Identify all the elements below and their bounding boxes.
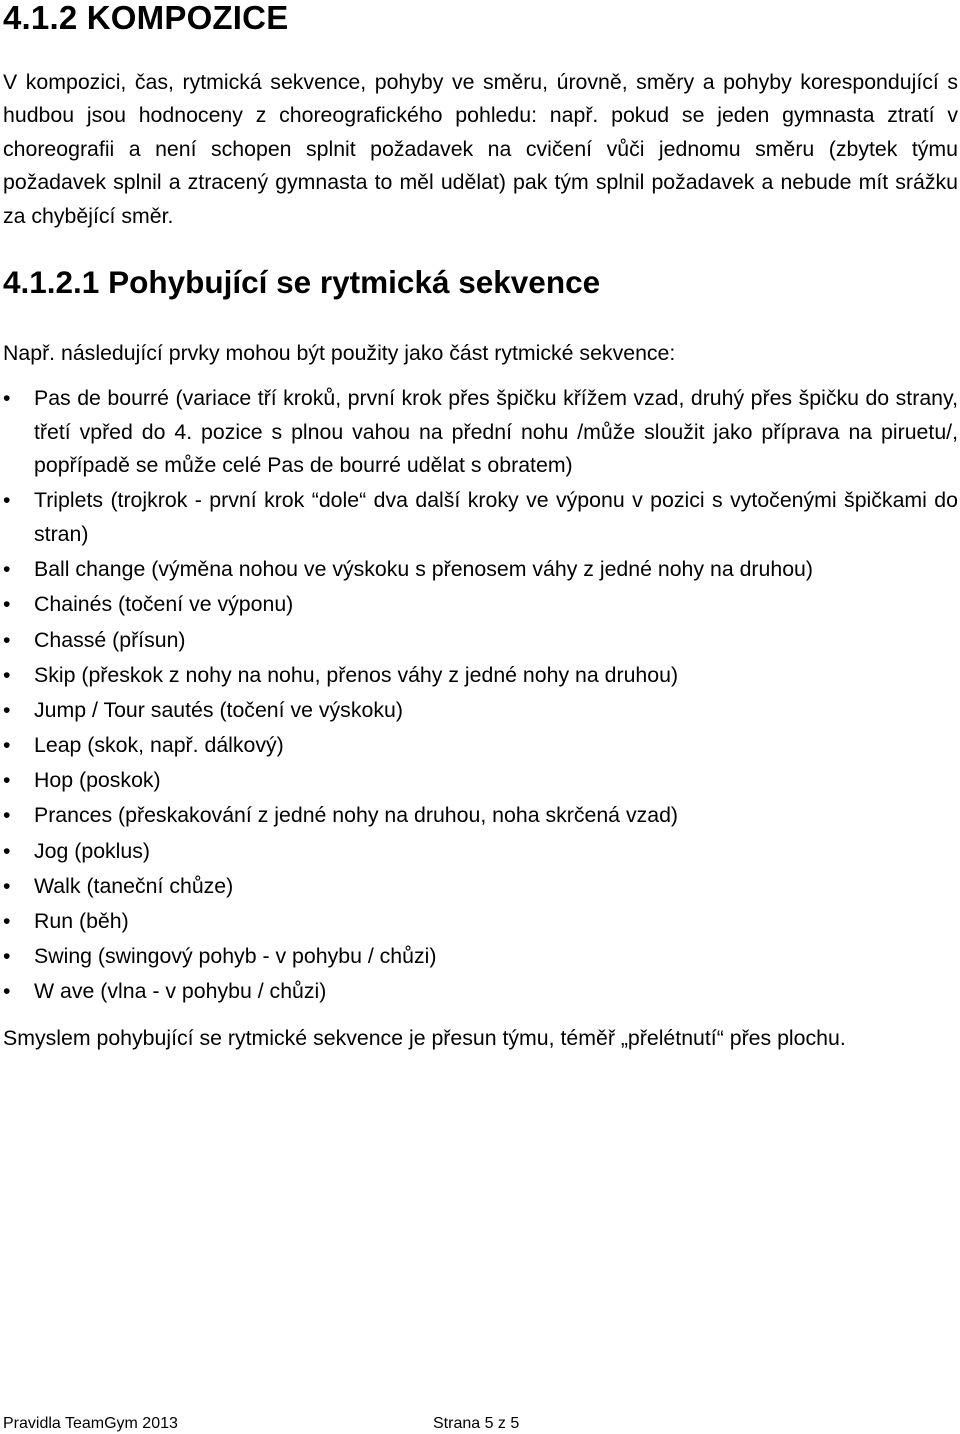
footer-page-number: Strana 5 z 5: [433, 1415, 520, 1432]
list-item: [0, 659, 958, 693]
bullet-icon: •: [3, 979, 11, 1004]
bullet-icon: •: [3, 386, 11, 410]
list-item-text: Walk (taneční chůze): [34, 873, 234, 898]
bullet-icon: •: [3, 697, 11, 722]
movement-list: [0, 382, 958, 1011]
footer-document-title: Pravidla TeamGym 2013: [3, 1415, 178, 1432]
bullet-icon: •: [3, 944, 11, 969]
list-item: [0, 799, 958, 833]
bullet-icon: •: [3, 838, 11, 863]
section-heading: 4.1.2 KOMPOZICE: [3, 0, 289, 36]
list-item: [0, 764, 958, 798]
subsection-heading: 4.1.2.1 Pohybující se rytmická sekvence: [3, 264, 601, 300]
list-item-text: Jog (poklus): [34, 838, 150, 863]
footer-divider: [0, 1410, 287, 1411]
list-item: [0, 835, 958, 869]
list-item: [0, 729, 958, 763]
list-item-text: Ball change (výměna nohou ve výskoku s přenosem váhy z jedné nohy na druhou): [34, 557, 813, 582]
list-item: [0, 588, 958, 622]
bullet-icon: •: [3, 557, 11, 582]
list-item: [0, 870, 958, 904]
list-item: [0, 624, 958, 658]
bullet-icon: •: [3, 627, 11, 652]
list-item: [0, 484, 958, 551]
list-item-text: Triplets (trojkrok - první krok “dole“ dva další kroky ve výponu v pozici s vytočenými špičkami do stran): [34, 488, 958, 546]
list-item-text: Chainés (točení ve výponu): [34, 592, 294, 617]
list-item-text: Swing (swingový pohyb - v pohybu / chůzi): [34, 944, 437, 969]
list-item: [0, 553, 958, 587]
bullet-icon: •: [3, 768, 11, 793]
list-item-text: Run (běh): [34, 909, 129, 934]
list-item-text: W ave (vlna - v pohybu / chůzi): [34, 979, 327, 1004]
list-item: [0, 940, 958, 974]
lead-paragraph: Např. následující prvky mohou být použity jako část rytmické sekvence:: [3, 341, 676, 365]
bullet-icon: •: [3, 662, 11, 687]
list-item-text: Pas de bourré (variace tří kroků, první krok přes špičku křížem vzad, druhý přes špičku do strany, třetí vpřed do 4. pozice s plnou vahou na přední nohu /může sloužit jako příprava na piruetu/, popřípadě se může celé Pas de bourré udělat s obratem): [34, 386, 958, 478]
closing-paragraph: Smyslem pohybující se rytmické sekvence je přesun týmu, téměř „přelétnutí“ přes plochu.: [3, 1026, 846, 1050]
bullet-icon: •: [3, 592, 11, 617]
list-item-text: Jump / Tour sautés (točení ve výskoku): [34, 697, 403, 722]
list-item-text: Prances (přeskakování z jedné nohy na druhou, noha skrčená vzad): [34, 803, 679, 828]
bullet-icon: •: [3, 803, 11, 828]
bullet-icon: •: [3, 488, 11, 513]
intro-paragraph: V kompozici, čas, rytmická sekvence, pohyby ve směru, úrovně, směry a pohyby korespondující s hudbou jsou hodnoceny z choreografického pohledu: např. pokud se jeden gymnasta ztratí v choreografii a není schopen splnit požadavek na cvičení vůči jednomu směru (zbytek týmu požadavek splnil a ztracený gymnasta to měl udělat) pak tým splnil požadavek a nebude mít srážku za chybějící směr.: [3, 70, 958, 228]
list-item-text: Leap (skok, např. dálkový): [34, 733, 284, 758]
list-item: [0, 382, 958, 483]
bullet-icon: •: [3, 873, 11, 898]
list-item: [0, 905, 958, 939]
list-item: [0, 975, 958, 1009]
list-item: [0, 694, 958, 728]
list-item-text: Skip (přeskok z nohy na nohu, přenos váhy z jedné nohy na druhou): [34, 662, 679, 687]
bullet-icon: •: [3, 909, 11, 934]
list-item-text: Chassé (přísun): [34, 627, 186, 652]
list-item-text: Hop (poskok): [34, 768, 161, 793]
bullet-icon: •: [3, 733, 11, 758]
